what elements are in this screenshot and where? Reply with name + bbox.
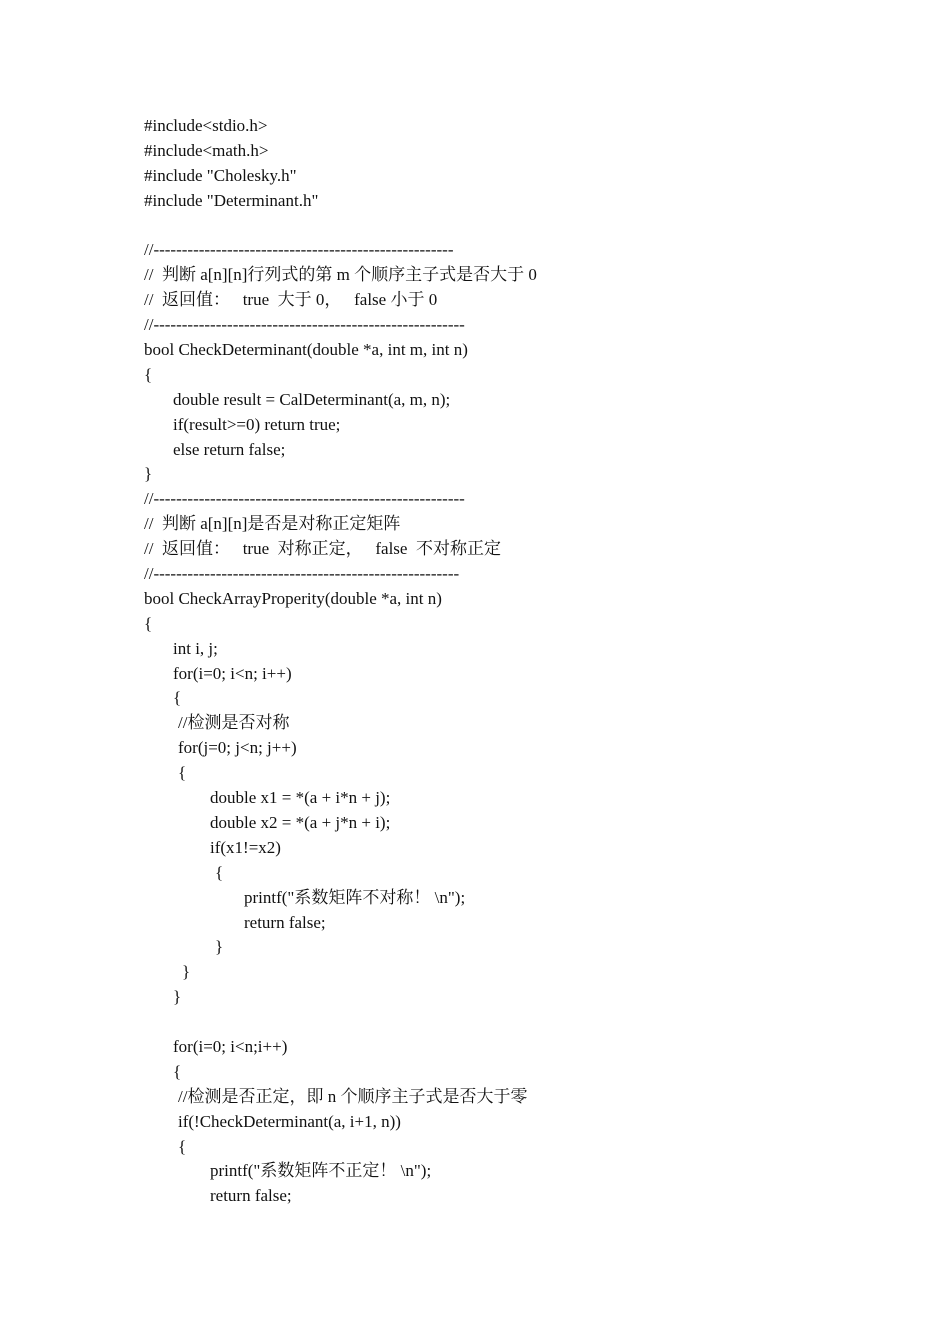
code-line: { xyxy=(215,862,224,882)
code-line: int i, j; xyxy=(173,638,218,658)
comment-line: // 判断 a[n][n]是否是对称正定矩阵 xyxy=(144,514,401,534)
code-line: return false; xyxy=(244,912,326,932)
code-line: #include "Determinant.h" xyxy=(144,190,319,210)
comment-line: // 返回值： true 对称正定， false 不对称正定 xyxy=(144,539,501,559)
code-line: if(result>=0) return true; xyxy=(173,414,341,434)
code-line: else return false; xyxy=(173,439,286,459)
comment-line: //------------------------------------------------------ xyxy=(144,564,460,584)
comment-line: //------------------------------------------------------- xyxy=(144,489,465,509)
code-line: } xyxy=(173,987,182,1007)
code-line: { xyxy=(173,1061,182,1081)
comment-line: //----------------------------------------------------- xyxy=(144,240,454,260)
code-line: printf("系数矩阵不对称！ \n"); xyxy=(244,887,466,907)
code-line: #include<stdio.h> xyxy=(144,116,268,135)
comment-line: //------------------------------------------------------- xyxy=(144,315,465,335)
code-listing xyxy=(144,114,904,1209)
comment-line: //检测是否正定，即 n 个顺序主子式是否大于零 xyxy=(178,1086,528,1106)
blank-line xyxy=(144,1010,904,1035)
code-line: #include "Cholesky.h" xyxy=(144,165,297,185)
code-line: if(x1!=x2) xyxy=(210,837,281,857)
code-line: if(!CheckDeterminant(a, i+1, n)) xyxy=(178,1111,401,1131)
code-line: for(i=0; i<n;i++) xyxy=(173,1036,288,1056)
code-line: { xyxy=(144,364,153,384)
code-line: double x2 = *(a + j*n + i); xyxy=(210,812,391,832)
code-line: { xyxy=(178,1136,187,1156)
code-line: printf("系数矩阵不正定！ \n"); xyxy=(210,1161,432,1181)
code-line: double x1 = *(a + i*n + j); xyxy=(210,788,391,808)
code-line: } xyxy=(215,937,224,957)
function-signature: bool CheckArrayProperity(double *a, int n) xyxy=(144,588,442,608)
code-line: { xyxy=(173,688,182,708)
comment-line: // 返回值： true 大于 0， false 小于 0 xyxy=(144,290,438,310)
function-signature: bool CheckDeterminant(double *a, int m, int n) xyxy=(144,340,468,360)
code-line: for(j=0; j<n; j++) xyxy=(178,738,297,758)
code-line: double result = CalDeterminant(a, m, n); xyxy=(173,389,451,409)
comment-line: //检测是否对称 xyxy=(178,713,290,733)
code-line: { xyxy=(178,763,187,783)
comment-line: // 判断 a[n][n]行列式的第 m 个顺序主子式是否大于 0 xyxy=(144,265,537,285)
code-line: for(i=0; i<n; i++) xyxy=(173,663,292,683)
code-line: #include<math.h> xyxy=(144,140,269,160)
code-line: } xyxy=(182,962,191,982)
code-line: return false; xyxy=(210,1186,292,1206)
code-line: { xyxy=(144,613,153,633)
blank-line xyxy=(144,214,904,239)
code-line: } xyxy=(144,464,153,484)
